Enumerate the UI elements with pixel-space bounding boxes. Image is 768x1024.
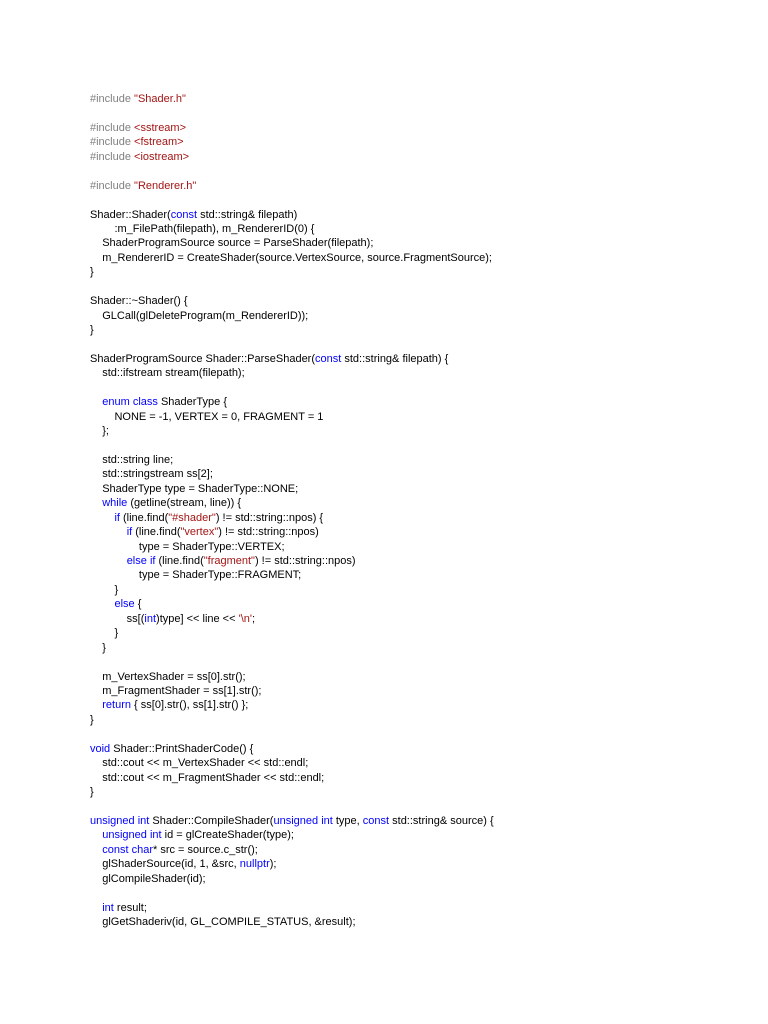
code-token: m_RendererID = CreateShader(source.VertexSource, source.FragmentSource);	[90, 251, 492, 264]
string-token: "Renderer.h"	[134, 179, 197, 192]
keyword-token: else	[114, 598, 135, 611]
code-line	[90, 771, 750, 785]
code-line	[90, 828, 750, 842]
code-token: ) != std::string::npos)	[254, 555, 356, 567]
code-token: type = ShaderType::FRAGMENT;	[90, 569, 302, 582]
code-token: std::stringstream ss[2];	[90, 468, 213, 481]
code-token	[90, 396, 102, 408]
code-token: }	[90, 786, 94, 798]
blank-line	[90, 727, 750, 741]
code-line	[90, 698, 750, 712]
keyword-token: class	[132, 396, 158, 409]
code-token: type,	[332, 814, 363, 827]
code-line	[90, 785, 750, 799]
code-line	[90, 121, 750, 135]
code-token: (line.find(	[132, 526, 181, 539]
code-token: ) != std::string::npos)	[218, 526, 319, 539]
code-line	[90, 843, 750, 857]
string-token: "vertex"	[180, 526, 219, 539]
code-token: )type] << line <<	[156, 612, 239, 625]
keyword-token: const	[102, 843, 129, 856]
code-line	[90, 395, 750, 409]
blank-line	[90, 799, 750, 813]
code-line	[90, 496, 750, 510]
code-line	[90, 901, 750, 915]
code-token	[90, 512, 114, 524]
code-line	[90, 251, 750, 265]
code-line	[90, 135, 750, 149]
code-line	[90, 352, 750, 366]
code-line	[90, 453, 750, 467]
code-line	[90, 525, 750, 539]
code-token: (line.find(	[119, 511, 169, 524]
code-line	[90, 410, 750, 424]
keyword-token: if	[126, 526, 133, 539]
code-token: );	[269, 858, 277, 871]
string-token: <iostream>	[134, 150, 190, 163]
code-token: Shader::~Shader() {	[90, 295, 188, 308]
code-line	[90, 92, 750, 106]
code-line	[90, 641, 750, 655]
keyword-token: int	[137, 814, 150, 827]
code-line	[90, 872, 750, 886]
code-line	[90, 756, 750, 770]
code-line	[90, 713, 750, 727]
keyword-token: else	[126, 555, 147, 567]
code-line	[90, 540, 750, 554]
string-token: "#shader"	[168, 511, 216, 524]
code-line	[90, 424, 750, 438]
code-token: Shader::Shader(	[90, 208, 171, 221]
code-token	[90, 844, 102, 856]
code-line	[90, 511, 750, 525]
preprocessor-token: #include	[90, 136, 135, 149]
code-block	[90, 92, 750, 929]
code-token: {	[134, 598, 142, 611]
keyword-token: const	[315, 352, 342, 365]
preprocessor-token: #include	[90, 93, 135, 105]
code-token	[90, 902, 102, 914]
code-line	[90, 857, 750, 871]
code-line	[90, 179, 750, 193]
code-token: }	[90, 324, 94, 336]
code-token: (line.find(	[155, 555, 204, 567]
blank-line	[90, 655, 750, 669]
code-line	[90, 583, 750, 597]
code-line	[90, 467, 750, 481]
keyword-token: const	[170, 208, 198, 221]
code-token: GLCall(glDeleteProgram(m_RendererID));	[90, 309, 309, 322]
code-token: std::string line;	[90, 453, 174, 466]
keyword-token: return	[102, 699, 131, 712]
code-token: std::cout << m_VertexShader << std::endl;	[90, 757, 309, 770]
string-token: '\n'	[238, 612, 252, 625]
keyword-token: enum	[102, 396, 130, 409]
blank-line	[90, 886, 750, 900]
code-line	[90, 294, 750, 308]
keyword-token: unsigned	[273, 814, 319, 827]
code-line	[90, 684, 750, 698]
code-token: glShaderSource(id, 1, &src,	[90, 858, 240, 871]
code-token: id = glCreateShader(type);	[161, 829, 294, 842]
keyword-token: int	[149, 829, 162, 842]
blank-line	[90, 193, 750, 207]
code-line	[90, 366, 750, 380]
blank-line	[90, 164, 750, 178]
string-token: "Shader.h"	[134, 93, 186, 105]
code-token	[90, 526, 127, 538]
keyword-token: unsigned	[90, 814, 135, 827]
preprocessor-token: #include	[90, 179, 135, 192]
code-token: }	[90, 713, 94, 726]
keyword-token: int	[321, 814, 333, 827]
keyword-token: const	[362, 814, 390, 827]
code-line	[90, 568, 750, 582]
code-token: std::string& filepath) {	[341, 352, 449, 365]
code-line	[90, 150, 750, 164]
code-line	[90, 612, 750, 626]
code-line	[90, 265, 750, 279]
code-line	[90, 323, 750, 337]
code-token: }	[90, 627, 119, 640]
code-line	[90, 208, 750, 222]
code-token: }	[90, 583, 119, 596]
string-token: <sstream>	[134, 121, 187, 134]
code-token: result;	[113, 901, 147, 914]
code-line	[90, 554, 750, 568]
code-token: Shader::CompileShader(	[149, 814, 274, 827]
keyword-token: while	[102, 497, 128, 510]
code-token	[90, 598, 114, 610]
code-token: Shader::PrintShaderCode() {	[110, 742, 254, 755]
keyword-token: void	[90, 742, 111, 755]
code-token: };	[90, 425, 109, 438]
string-token: "fragment"	[203, 555, 255, 567]
keyword-token: if	[149, 555, 156, 567]
preprocessor-token: #include	[90, 150, 135, 163]
code-token: (getline(stream, line)) {	[127, 497, 242, 510]
code-token: glGetShaderiv(id, GL_COMPILE_STATUS, &result);	[90, 915, 356, 928]
code-token: ShaderProgramSource source = ParseShader(filepath);	[90, 237, 374, 250]
code-line	[90, 236, 750, 250]
keyword-token: int	[102, 901, 114, 914]
code-line	[90, 597, 750, 611]
code-token: ShaderType type = ShaderType::NONE;	[90, 482, 299, 495]
keyword-token: int	[144, 612, 157, 625]
code-line	[90, 309, 750, 323]
code-line	[90, 915, 750, 929]
keyword-token: unsigned	[102, 829, 147, 842]
code-line	[90, 482, 750, 496]
code-token	[90, 555, 127, 567]
code-token	[90, 497, 102, 509]
code-token: }	[90, 266, 94, 279]
code-token: ss[(	[90, 612, 145, 625]
code-token: ShaderProgramSource Shader::ParseShader(	[90, 352, 316, 365]
code-line	[90, 670, 750, 684]
code-token: m_FragmentShader = ss[1].str();	[90, 684, 262, 697]
code-token	[90, 829, 102, 841]
code-token	[90, 699, 102, 711]
code-token: std::string& source) {	[389, 814, 494, 827]
code-token: ShaderType {	[157, 396, 227, 409]
blank-line	[90, 439, 750, 453]
code-line	[90, 222, 750, 236]
keyword-token: char	[131, 843, 153, 856]
code-token: std::ifstream stream(filepath);	[90, 367, 245, 380]
keyword-token: if	[114, 511, 120, 524]
blank-line	[90, 106, 750, 120]
code-token: * src = source.c_str();	[153, 843, 258, 856]
blank-line	[90, 337, 750, 351]
blank-line	[90, 280, 750, 294]
code-token: ;	[251, 612, 256, 625]
keyword-token: nullptr	[239, 858, 270, 871]
code-token: :m_FilePath(filepath), m_RendererID(0) {	[90, 222, 315, 235]
code-token: std::string& filepath)	[197, 208, 298, 221]
code-line	[90, 626, 750, 640]
code-token: }	[90, 641, 106, 654]
code-token: glCompileShader(id);	[90, 872, 206, 885]
code-token: m_VertexShader = ss[0].str();	[90, 670, 246, 683]
code-line	[90, 814, 750, 828]
string-token: <fstream>	[134, 136, 184, 149]
code-token: NONE = -1, VERTEX = 0, FRAGMENT = 1	[90, 410, 324, 423]
preprocessor-token: #include	[90, 121, 135, 134]
code-token: ) != std::string::npos) {	[215, 511, 324, 524]
code-line	[90, 742, 750, 756]
code-token: type = ShaderType::VERTEX;	[90, 540, 285, 553]
blank-line	[90, 381, 750, 395]
code-token: std::cout << m_FragmentShader << std::endl;	[90, 771, 325, 784]
code-token: { ss[0].str(), ss[1].str() };	[130, 699, 249, 712]
